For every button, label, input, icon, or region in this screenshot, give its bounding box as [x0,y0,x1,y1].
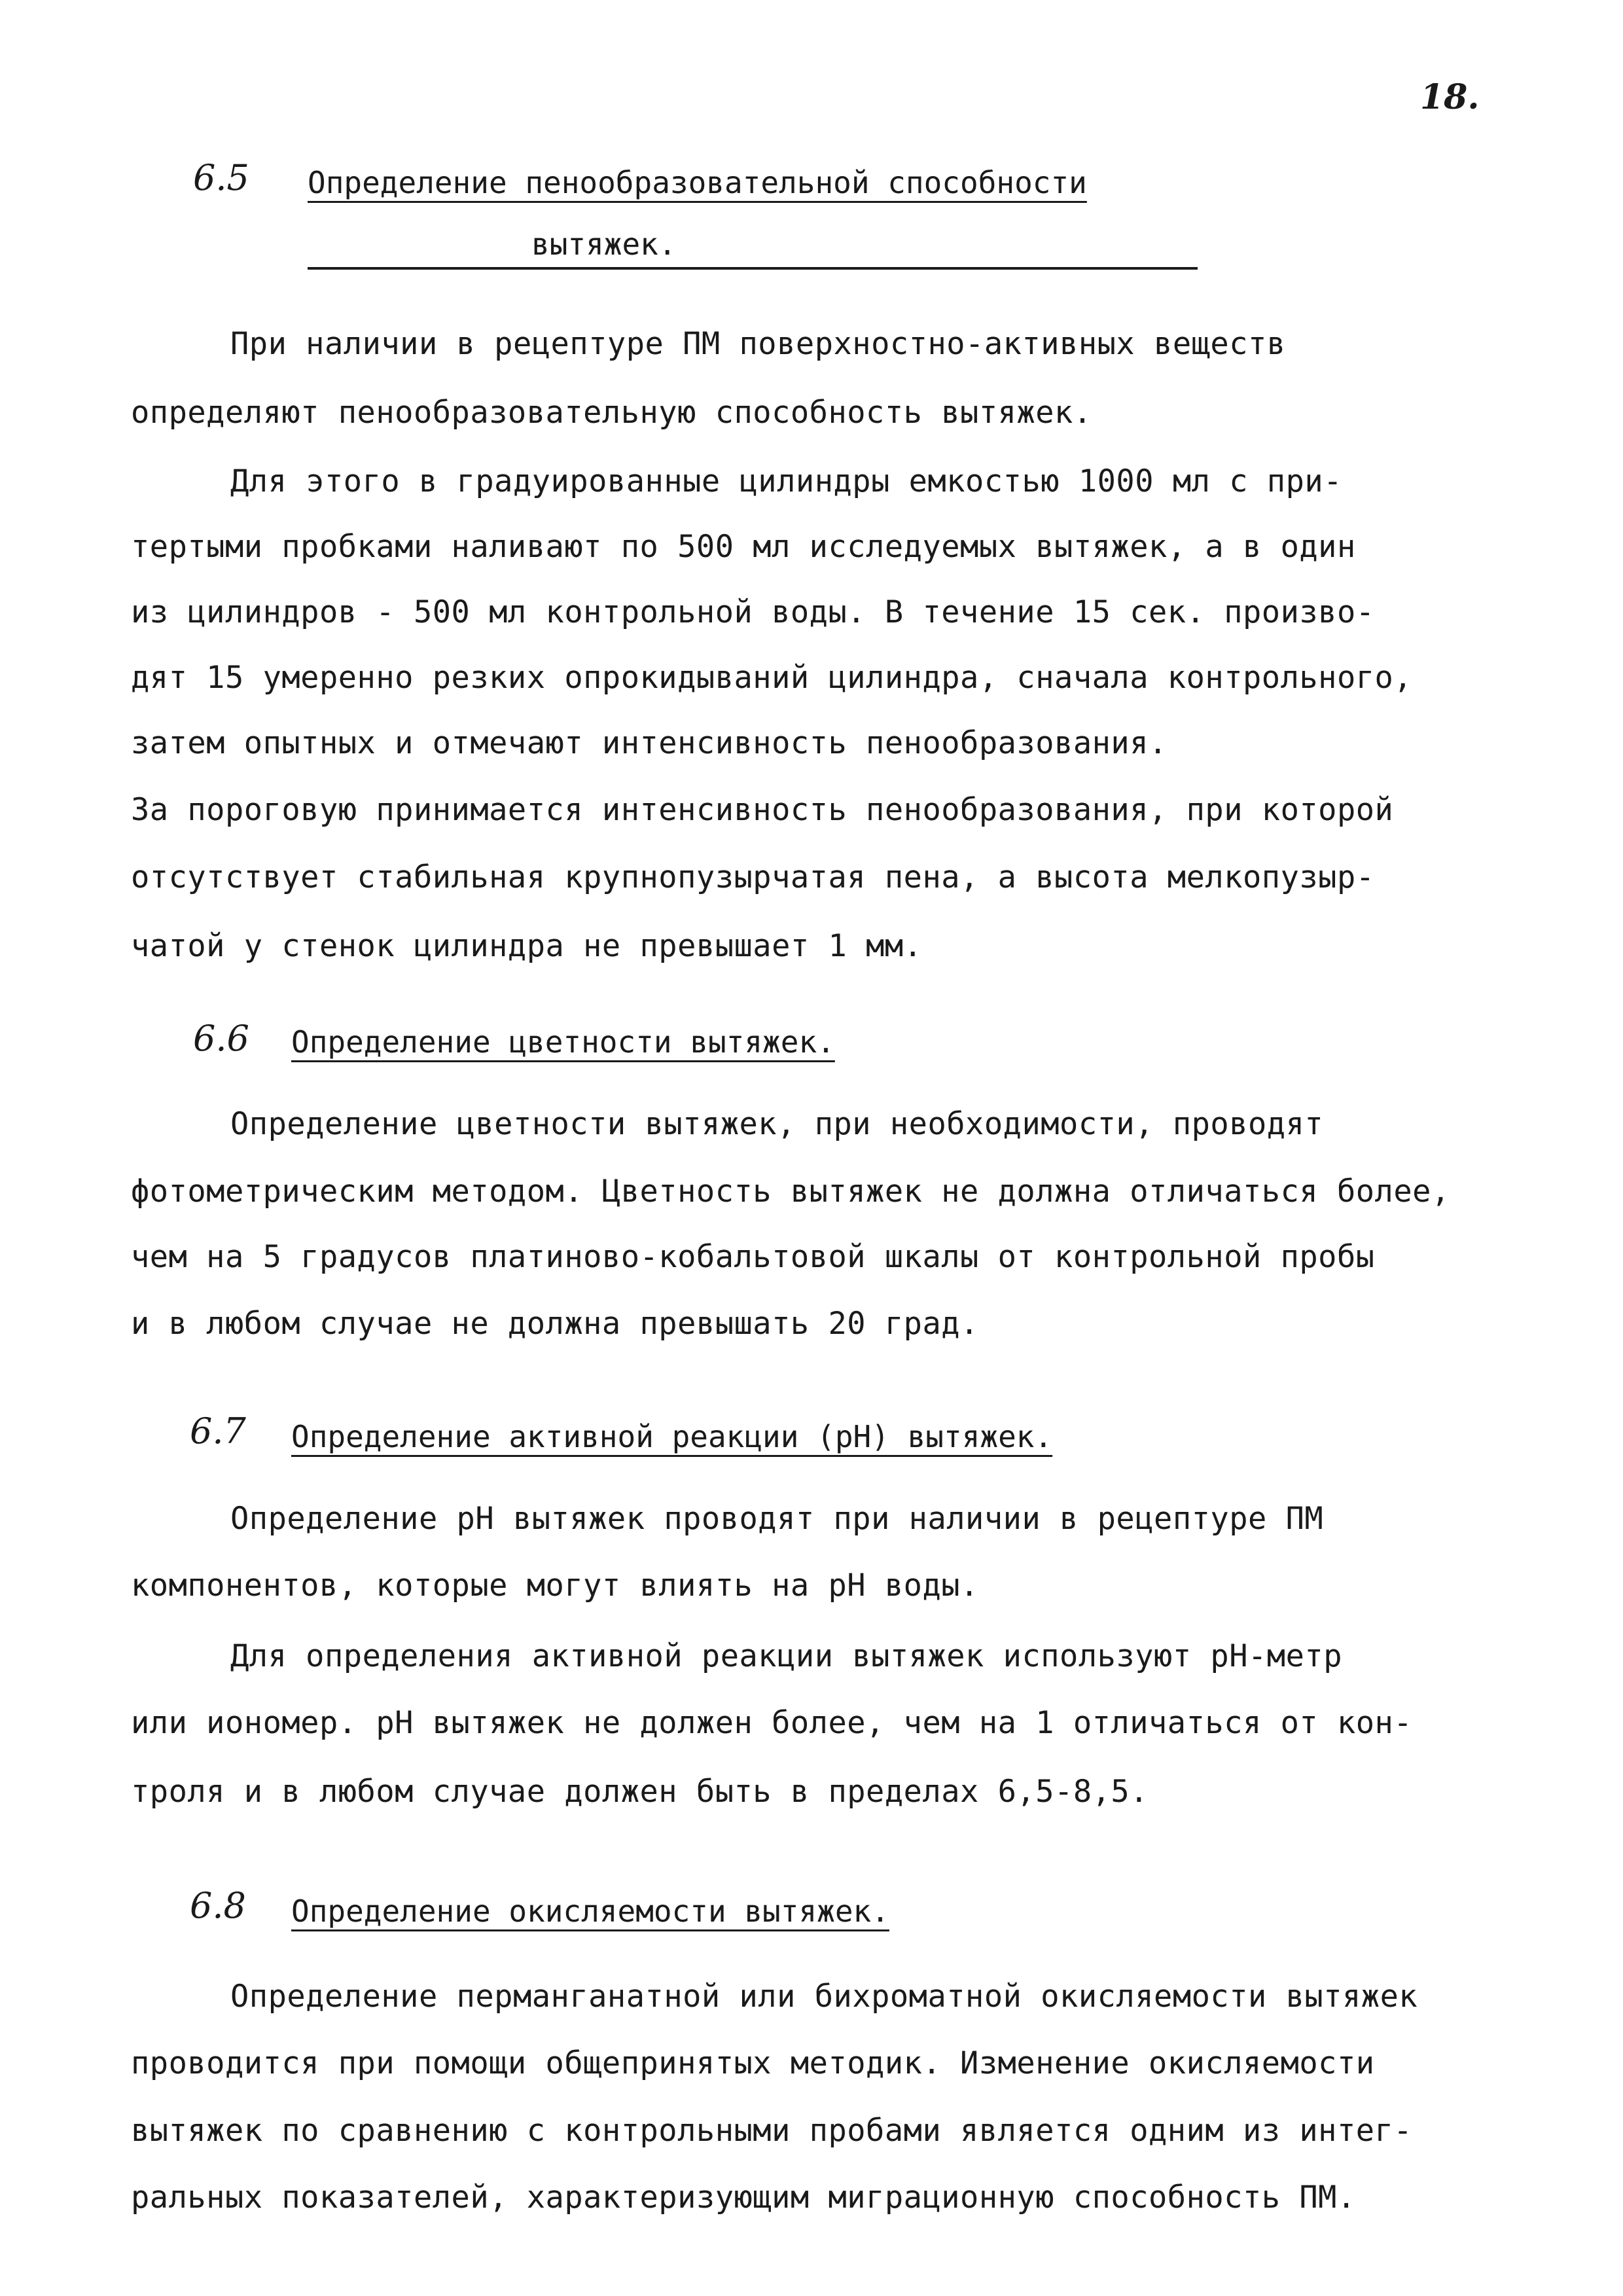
section-number: 6.6 [193,1018,249,1059]
section-title: Определение цветности вытяжек. [291,1024,835,1060]
paragraph-line: Определение pH вытяжек проводят при наличии в рецептуре ПМ [230,1501,1324,1537]
section-title: Определение пенообразовательной способности [308,165,1087,200]
paragraph-line: Для этого в градуированные цилиндры емкостью 1000 мл с при- [230,463,1342,499]
section-title: Определение активной реакции (pH) вытяжек. [291,1419,1053,1454]
paragraph-line: При наличии в рецептуре ПМ поверхностно-активных веществ [230,326,1286,362]
section-title-continuation: вытяжек. [531,226,677,262]
paragraph-line: чатой у стенок цилиндра не превышает 1 мм. [131,928,923,964]
paragraph-line: компонентов, которые могут влиять на pH воды. [131,1568,979,1604]
page-number: 18. [1420,77,1480,117]
paragraph-line: тертыми пробками наливают по 500 мл исследуемых вытяжек, а в один [131,529,1356,565]
paragraph-line: вытяжек по сравнению с контрольными пробами является одним из интег- [131,2113,1413,2149]
paragraph-line: Определение цветности вытяжек, при необходимости, проводят [230,1106,1324,1142]
paragraph-line: Определение перманганатной или бихроматной окисляемости вытяжек [230,1979,1418,2015]
section-number: 6.8 [190,1885,246,1926]
section-number: 6.5 [193,157,249,198]
section-number: 6.7 [190,1410,246,1452]
title-underline [308,267,1198,270]
paragraph-line: проводится при помощи общепринятых методик. Изменение окисляемости [131,2045,1375,2081]
paragraph-line: За пороговую принимается интенсивность пенообразования, при которой [131,792,1394,828]
paragraph-line: Для определения активной реакции вытяжек используют pH-метр [230,1638,1342,1674]
paragraph-line: из цилиндров - 500 мл контрольной воды. В течение 15 сек. произво- [131,594,1375,630]
paragraph-line: отсутствует стабильная крупнопузырчатая пена, а высота мелкопузыр- [131,859,1375,895]
paragraph-line: и в любом случае не должна превышать 20 град. [131,1306,979,1342]
paragraph-line: чем на 5 градусов платиново-кобальтовой шкалы от контрольной пробы [131,1239,1375,1275]
paragraph-line: троля и в любом случае должен быть в пределах 6,5-8,5. [131,1774,1149,1810]
section-title: Определение окисляемости вытяжек. [291,1893,889,1929]
paragraph-line: определяют пенообразовательную способность вытяжек. [131,395,1092,431]
paragraph-line: затем опытных и отмечают интенсивность пенообразования. [131,725,1168,761]
paragraph-line: или иономер. pH вытяжек не должен более, чем на 1 отличаться от кон- [131,1705,1413,1741]
paragraph-line: дят 15 умеренно резких опрокидываний цилиндра, сначала контрольного, [131,660,1413,696]
paragraph-line: ральных показателей, характеризующим миграционную способность ПМ. [131,2179,1356,2215]
paragraph-line: фотометрическим методом. Цветность вытяжек не должна отличаться более, [131,1174,1450,1210]
